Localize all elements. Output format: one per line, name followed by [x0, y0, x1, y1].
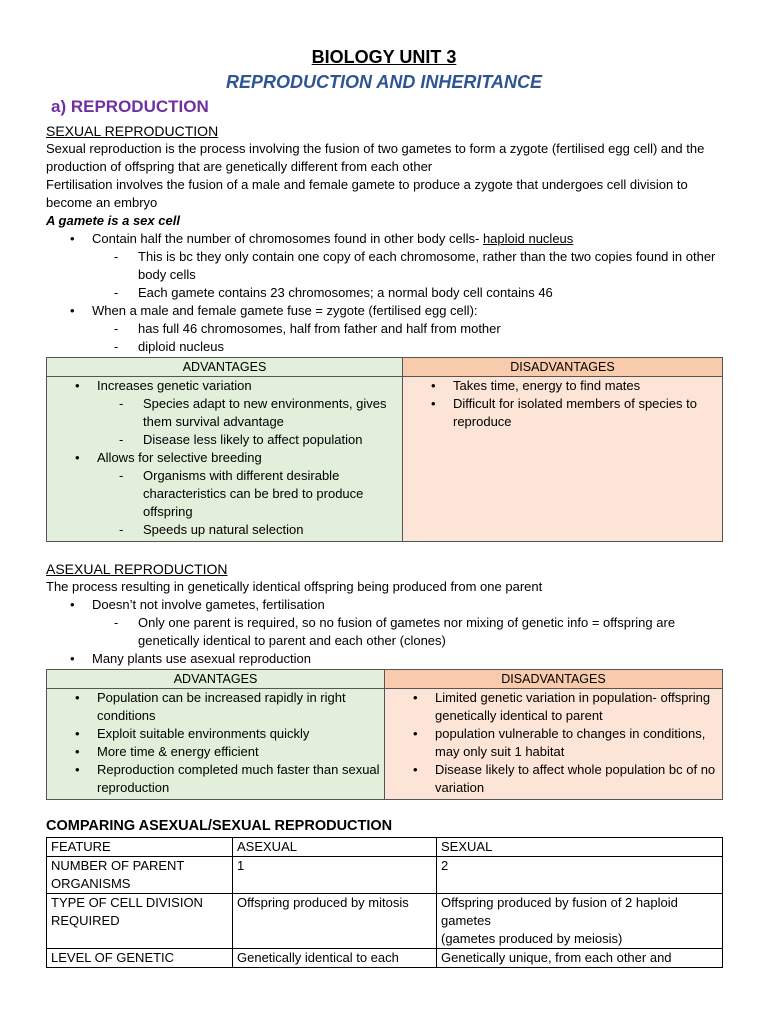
- disadvantages-cell: [385, 689, 723, 800]
- table-cell: LEVEL OF GENETIC: [47, 949, 233, 968]
- table-cell: Offspring produced by mitosis: [233, 894, 437, 949]
- sub-list-item: - Species adapt to new environments, gives them survival advantage: [119, 395, 402, 431]
- table-row: [47, 838, 723, 857]
- disadvantages-header: DISADVANTAGES: [385, 670, 723, 689]
- advantages-header: ADVANTAGES: [47, 670, 385, 689]
- gamete-list: [46, 230, 722, 356]
- sub-list-item: - Speeds up natural selection: [119, 521, 402, 539]
- list-item: • Reproduction completed much faster than sexual reproduction: [75, 761, 384, 797]
- advantages-list: [47, 689, 384, 797]
- advantages-header: ADVANTAGES: [47, 358, 403, 377]
- disadvantages-list: [403, 377, 722, 431]
- table-cell: Genetically unique, from each other and: [437, 949, 723, 968]
- asexual-adv-dis-table: [46, 669, 723, 800]
- document-title: BIOLOGY UNIT 3: [311, 47, 457, 67]
- list-item: [75, 449, 402, 539]
- sub-list-item: - Only one parent is required, so no fusion of gametes nor mixing of genetic info = offspring are genetically identical to parent and each other (clones): [114, 614, 722, 650]
- list-item: • Disease likely to affect whole population bc of no variation: [413, 761, 722, 797]
- disadvantages-cell: [403, 377, 723, 542]
- list-item-text: Allows for selective breeding: [97, 450, 262, 465]
- sub-list-item: - Disease less likely to affect population: [119, 431, 402, 449]
- table-cell: Genetically identical to each: [233, 949, 437, 968]
- gamete-heading: A gamete is a sex cell: [46, 213, 180, 228]
- sub-list: [97, 395, 402, 449]
- sub-list: [92, 614, 722, 650]
- sub-list: [97, 467, 402, 539]
- table-cell: NUMBER OF PARENT ORGANISMS: [47, 857, 233, 894]
- sexual-definition: Sexual reproduction is the process involving the fusion of two gametes to form a zygote (fertilised egg cell) and the production of offspring that are genetically different from each other: [46, 141, 705, 174]
- disadvantages-header: DISADVANTAGES: [403, 358, 723, 377]
- fertilisation-definition: Fertilisation involves the fusion of a male and female gamete to produce a zygote that undergoes cell division to become an embryo: [46, 177, 688, 210]
- sexual-reproduction-section: [46, 122, 722, 356]
- table-cell: [437, 894, 723, 949]
- list-item: [75, 377, 402, 449]
- asexual-list: [46, 596, 722, 668]
- cell-line: Offspring produced by fusion of 2 haploid gametes: [441, 895, 678, 928]
- table-row: [47, 949, 723, 968]
- list-item: [70, 230, 722, 302]
- comparison-heading: COMPARING ASEXUAL/SEXUAL REPRODUCTION: [46, 818, 393, 834]
- sub-list-item: - Organisms with different desirable characteristics can be bred to produce offspring: [119, 467, 402, 521]
- sub-list: [92, 320, 722, 356]
- haploid-nucleus-term: haploid nucleus: [482, 231, 574, 246]
- table-cell: ASEXUAL: [233, 838, 437, 857]
- sub-list-item: - has full 46 chromosomes, half from father and half from mother: [114, 320, 722, 338]
- list-item: • Many plants use asexual reproduction: [70, 650, 722, 668]
- advantages-list: [47, 377, 402, 539]
- list-item: • More time & energy efficient: [75, 743, 384, 761]
- sub-list: [92, 248, 722, 302]
- list-item: • Difficult for isolated members of species to reproduce: [431, 395, 722, 431]
- comparison-table: [46, 837, 723, 968]
- advantages-cell: [47, 689, 385, 800]
- list-item: • Population can be increased rapidly in right conditions: [75, 689, 384, 725]
- table-row: [47, 894, 723, 949]
- advantages-cell: [47, 377, 403, 542]
- list-item-text: Doesn’t not involve gametes, fertilisation: [92, 597, 325, 612]
- sub-list-item: - Each gamete contains 23 chromosomes; a normal body cell contains 46: [114, 284, 722, 302]
- sexual-adv-dis-table: [46, 357, 723, 542]
- table-cell: TYPE OF CELL DIVISION REQUIRED: [47, 894, 233, 949]
- asexual-reproduction-section: [46, 560, 722, 668]
- list-item: [70, 302, 722, 356]
- document-subtitle: REPRODUCTION AND INHERITANCE: [225, 72, 542, 92]
- list-item: • population vulnerable to changes in conditions, may only suit 1 habitat: [413, 725, 722, 761]
- list-item-text: Increases genetic variation: [97, 378, 252, 393]
- sexual-reproduction-heading: SEXUAL REPRODUCTION: [46, 123, 219, 139]
- list-item: • Takes time, energy to find mates: [431, 377, 722, 395]
- list-item-text: Contain half the number of chromosomes found in other body cells-: [92, 231, 483, 246]
- list-item: • Limited genetic variation in population- offspring genetically identical to parent: [413, 689, 722, 725]
- sub-list-item: - This is bc they only contain one copy of each chromosome, rather than the two copies found in other body cells: [114, 248, 722, 284]
- table-cell: 2: [437, 857, 723, 894]
- cell-line: (gametes produced by meiosis): [441, 931, 623, 946]
- list-item: [70, 596, 722, 650]
- table-cell: 1: [233, 857, 437, 894]
- sub-list-item: - diploid nucleus: [114, 338, 722, 356]
- list-item: • Exploit suitable environments quickly: [75, 725, 384, 743]
- section-heading-reproduction: a) REPRODUCTION: [51, 97, 209, 116]
- list-item-text: When a male and female gamete fuse = zygote (fertilised egg cell):: [92, 303, 478, 318]
- table-row: [47, 857, 723, 894]
- table-cell: FEATURE: [47, 838, 233, 857]
- asexual-definition: The process resulting in genetically identical offspring being produced from one parent: [46, 579, 543, 594]
- asexual-reproduction-heading: ASEXUAL REPRODUCTION: [46, 561, 228, 577]
- disadvantages-list: [385, 689, 722, 797]
- table-cell: SEXUAL: [437, 838, 723, 857]
